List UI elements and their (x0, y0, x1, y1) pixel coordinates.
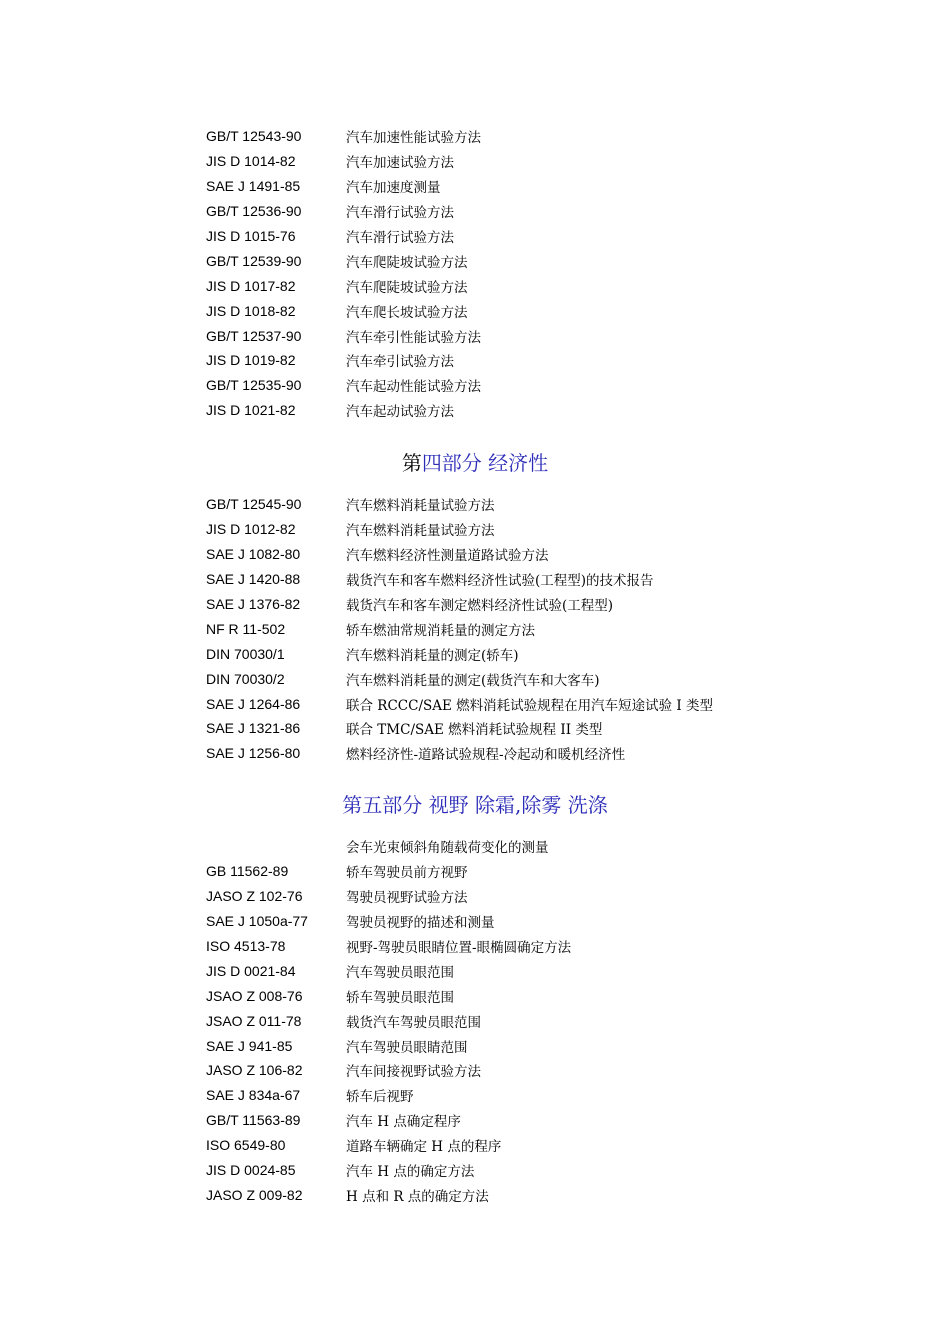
standard-row (206, 567, 766, 592)
standard-code: SAE J 1376-82 (206, 596, 301, 612)
standard-title: 轿车驾驶员眼范围 (346, 989, 454, 1006)
section4-heading-lead: 第 (401, 451, 422, 475)
standard-row (206, 492, 766, 517)
standards-list-section3 (206, 124, 766, 423)
standard-title: 联合 TMC/SAE 燃料消耗试验规程 II 类型 (346, 722, 603, 739)
standard-title: 汽车燃料经济性测量道路试验方法 (346, 548, 549, 565)
standard-row (206, 398, 766, 423)
standard-code: JASO Z 102-76 (206, 888, 303, 905)
standard-title: 汽车燃料消耗量的测定(轿车) (346, 647, 519, 664)
standard-code: ISO 6549-80 (206, 1137, 286, 1154)
section4-heading (0, 447, 950, 476)
standard-code: JIS D 1017-82 (206, 277, 296, 294)
standard-code: NF R 11-502 (206, 620, 286, 637)
standard-row (206, 1083, 766, 1108)
standard-row (206, 592, 766, 617)
standard-code: GB/T 11563-89 (206, 1112, 301, 1129)
standard-title: 载货汽车驾驶员眼范围 (346, 1014, 481, 1031)
standard-code: SAE J 834a-67 (206, 1087, 301, 1104)
standard-title: 燃料经济性-道路试验规程-冷起动和暖机经济性 (346, 747, 626, 764)
standard-title: 汽车驾驶员眼睛范围 (346, 1039, 468, 1056)
standard-title: 轿车燃油常规消耗量的测定方法 (346, 622, 535, 639)
standard-row (206, 884, 766, 909)
standard-title: 载货汽车和客车燃料经济性试验(工程型)的技术报告 (346, 573, 654, 590)
standard-code: SAE J 1491-85 (206, 178, 301, 195)
standard-row (206, 542, 766, 567)
standard-title: 联合 RCCC/SAE 燃料消耗试验规程在用汽车短途试验 I 类型 (346, 697, 714, 714)
standard-title: 汽车牵引性能试验方法 (346, 329, 481, 346)
standard-title: 驾驶员视野的描述和测量 (346, 915, 495, 932)
standard-row (206, 641, 766, 666)
standard-code: JIS D 0024-85 (206, 1162, 296, 1179)
standard-code: GB/T 12535-90 (206, 377, 302, 394)
standard-code: ISO 4513-78 (206, 938, 286, 954)
standard-title: 汽车爬陡坡试验方法 (346, 279, 468, 296)
standard-title: 轿车后视野 (346, 1089, 414, 1106)
standard-title: 汽车滑行试验方法 (346, 230, 454, 246)
standard-row (206, 1108, 766, 1133)
standard-row (206, 616, 766, 641)
standard-code: GB/T 12537-90 (206, 327, 302, 344)
standard-title: 汽车起动试验方法 (346, 404, 454, 421)
standard-row (206, 1133, 766, 1158)
standard-code: GB/T 12543-90 (206, 128, 302, 145)
standard-code: SAE J 1420-88 (206, 571, 301, 588)
standard-row (206, 983, 766, 1008)
standard-row (206, 124, 766, 149)
standard-code: GB/T 12539-90 (206, 252, 302, 269)
standard-title: 汽车加速度测量 (346, 180, 441, 197)
standard-title: 轿车驾驶员前方视野 (346, 865, 468, 882)
standard-title: 汽车 H 点确定程序 (346, 1114, 461, 1131)
standard-code: JIS D 0021-84 (206, 962, 296, 979)
standard-title: 汽车燃料消耗量试验方法 (346, 523, 495, 540)
standard-code: JASO Z 009-82 (206, 1186, 303, 1203)
standard-title: 汽车起动性能试验方法 (346, 379, 481, 396)
standard-title: 驾驶员视野试验方法 (346, 890, 468, 907)
standard-code: SAE J 1050a-77 (206, 913, 308, 930)
standard-title: 汽车爬长坡试验方法 (346, 304, 468, 321)
standard-row (206, 174, 766, 199)
standard-row (206, 1033, 766, 1058)
standard-code: GB/T 12536-90 (206, 203, 302, 220)
standard-code: GB/T 12545-90 (206, 496, 302, 513)
standard-row (206, 958, 766, 983)
standard-code: SAE J 1082-80 (206, 546, 301, 563)
standard-row (206, 273, 766, 298)
standard-row (206, 298, 766, 323)
section4-heading-rest: 四部分 经济性 (421, 451, 549, 475)
standard-title: 道路车辆确定 H 点的程序 (346, 1139, 502, 1156)
standard-code: JIS D 1015-76 (206, 228, 296, 244)
standard-row (206, 1008, 766, 1033)
standard-title: 会车光束倾斜角随载荷变化的测量 (346, 840, 549, 857)
standard-code: DIN 70030/1 (206, 645, 285, 662)
standard-code: JASO Z 106-82 (206, 1062, 303, 1079)
standard-code: JSAO Z 008-76 (206, 987, 303, 1004)
standard-code: JIS D 1019-82 (206, 352, 296, 369)
standard-row (206, 666, 766, 691)
standard-title: 汽车加速试验方法 (346, 155, 454, 172)
standard-row (206, 741, 766, 766)
standard-row (206, 1058, 766, 1083)
standard-row (206, 224, 766, 249)
standard-code: JIS D 1014-82 (206, 153, 296, 170)
standard-row (206, 199, 766, 224)
standard-code: GB 11562-89 (206, 863, 289, 880)
standard-row (206, 691, 766, 716)
standard-row (206, 859, 766, 884)
standard-title: 汽车驾驶员眼范围 (346, 964, 454, 981)
standard-row (206, 716, 766, 741)
standard-code: JIS D 1018-82 (206, 302, 296, 319)
standard-title: 汽车燃料消耗量试验方法 (346, 498, 495, 515)
standard-code: SAE J 941-85 (206, 1037, 293, 1054)
standard-title: 汽车间接视野试验方法 (346, 1064, 481, 1081)
standard-row (206, 834, 766, 859)
standard-row (206, 1158, 766, 1183)
standard-title: 汽车 H 点的确定方法 (346, 1164, 475, 1181)
standard-row (206, 373, 766, 398)
standard-title: 汽车爬陡坡试验方法 (346, 254, 468, 271)
standard-title: 汽车牵引试验方法 (346, 354, 454, 371)
standard-row (206, 934, 766, 959)
standard-code: JSAO Z 011-78 (206, 1012, 302, 1029)
standard-row (206, 149, 766, 174)
standard-title: 汽车加速性能试验方法 (346, 130, 481, 147)
standard-title: 载货汽车和客车测定燃料经济性试验(工程型) (346, 598, 614, 614)
standards-list-section5 (206, 834, 766, 1207)
standard-row (206, 909, 766, 934)
standard-row (206, 348, 766, 373)
standard-row (206, 248, 766, 273)
standards-list-section4 (206, 492, 766, 766)
standard-code: JIS D 1021-82 (206, 402, 296, 419)
standard-row (206, 517, 766, 542)
standard-code: DIN 70030/2 (206, 670, 285, 687)
standard-code: SAE J 1321-86 (206, 720, 301, 737)
standard-title: 汽车滑行试验方法 (346, 205, 454, 222)
section5-heading: 第五部分 视野 除霜,除雾 洗涤 (342, 793, 608, 817)
standard-code: SAE J 1264-86 (206, 695, 301, 712)
standard-row (206, 1182, 766, 1207)
standard-title: 汽车燃料消耗量的测定(载货汽车和大客车) (346, 672, 600, 689)
standard-code: JIS D 1012-82 (206, 521, 296, 538)
standard-title: 视野-驾驶员眼睛位置-眼椭圆确定方法 (346, 940, 572, 956)
standard-title: H 点和 R 点的确定方法 (346, 1188, 489, 1205)
standard-code: SAE J 1256-80 (206, 745, 301, 762)
standard-row (206, 323, 766, 348)
